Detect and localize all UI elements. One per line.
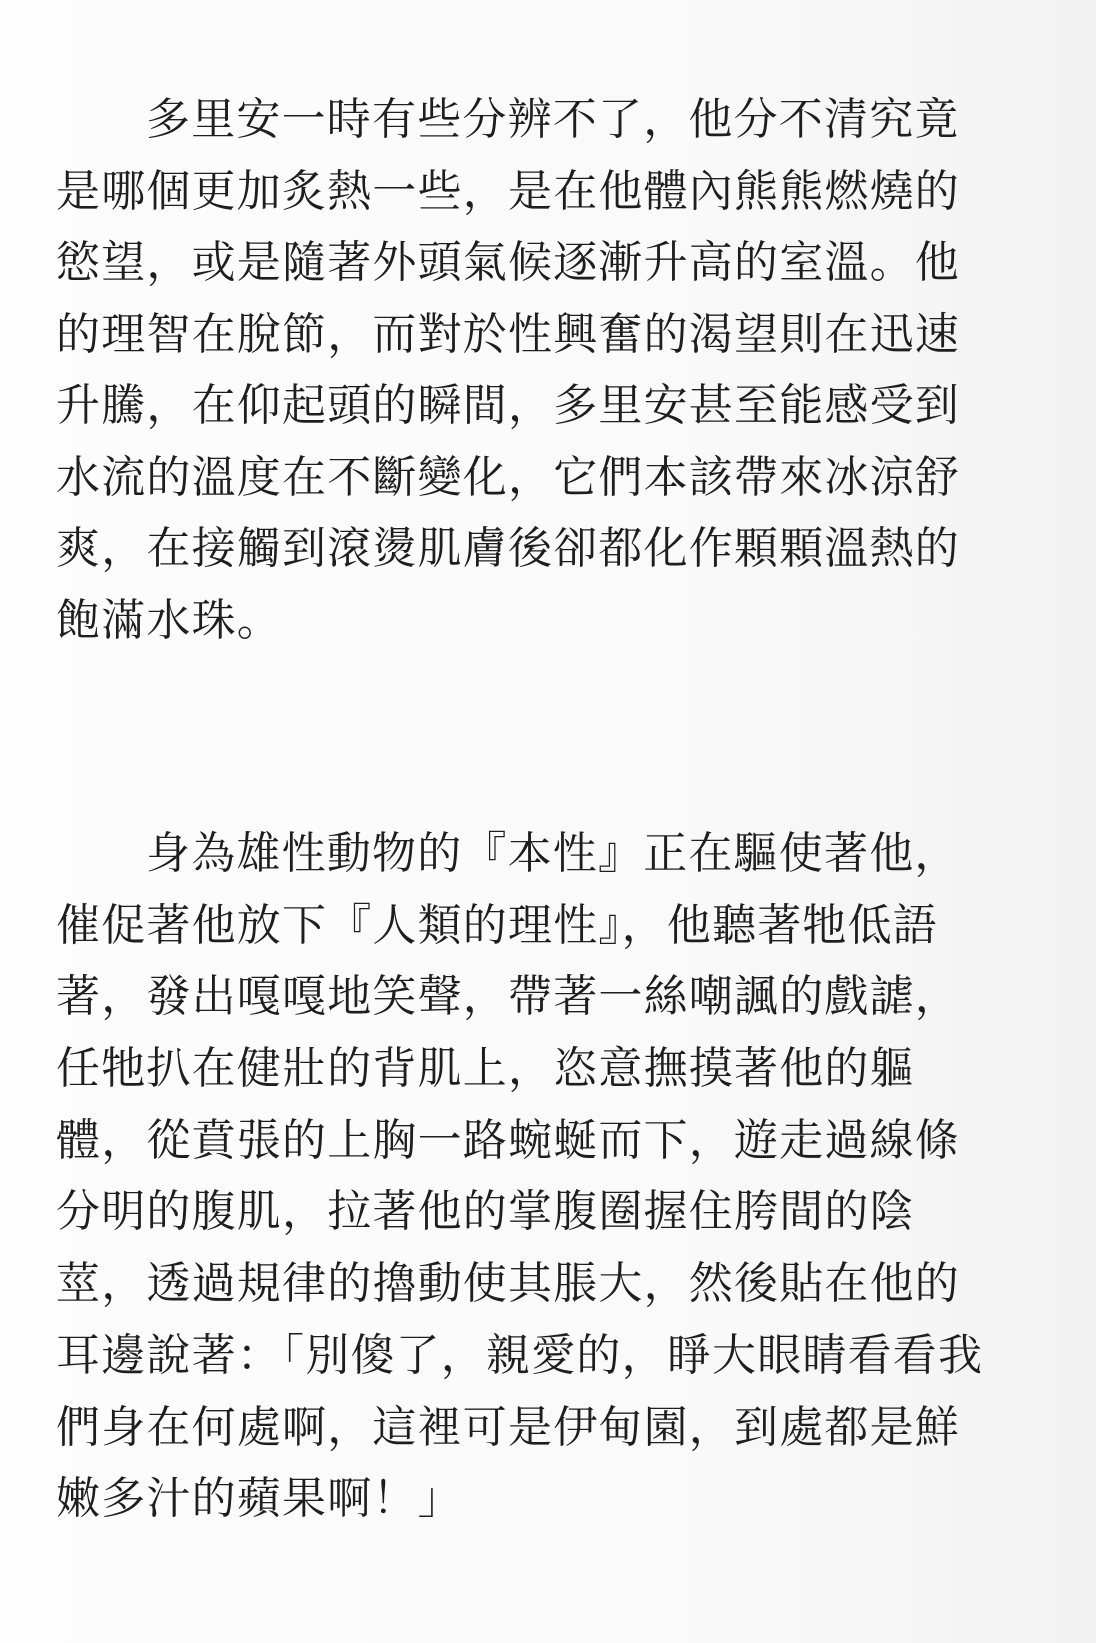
text-line: 水流的溫度在不斷變化，它們本該帶來冰涼舒 — [56, 451, 960, 503]
text-line: 升騰，在仰起頭的瞬間，多里安甚至能感受到 — [56, 380, 960, 431]
text-line: 多里安一時有些分辨不了，他分不清究竟 — [146, 94, 960, 145]
text-line: 分明的腹肌，拉著他的掌腹圈握住胯間的陰 — [56, 1186, 915, 1238]
text-line: 是哪個更加炙熱一些，是在他體內熊熊燃燒的 — [56, 165, 960, 217]
text-line: 嫩多汁的蘋果啊！」 — [56, 1473, 463, 1525]
text-line: 們身在何處啊，這裡可是伊甸園，到處都是鮮 — [56, 1401, 960, 1453]
paragraph-1 — [56, 84, 1056, 656]
text-line: 飽滿水珠。 — [56, 594, 282, 646]
text-line: 耳邊說著：「別傻了，親愛的，睜大眼睛看看我 — [56, 1329, 984, 1381]
text-line: 身為雄性動物的『本性』正在驅使著他， — [146, 828, 960, 879]
text-line: 著，發出嘎嘎地笑聲，帶著一絲嘲諷的戲謔， — [56, 971, 960, 1023]
text-line: 體，從賁張的上胸一路蜿蜒而下，遊走過線條 — [56, 1114, 960, 1166]
paragraph-2 — [56, 818, 1056, 1535]
text-line: 任牠扒在健壯的背肌上，恣意撫摸著他的軀 — [56, 1043, 915, 1095]
text-line: 爽，在接觸到滾燙肌膚後卻都化作顆顆溫熱的 — [56, 523, 960, 574]
text-line: 莖，透過規律的擼動使其脹大，然後貼在他的 — [56, 1258, 960, 1310]
text-line: 催促著他放下『人類的理性』，他聽著牠低語 — [56, 899, 938, 951]
text-line: 的理智在脫節，而對於性興奮的渴望則在迅速 — [56, 308, 960, 360]
text-line: 慾望，或是隨著外頭氣候逐漸升高的室溫。他 — [56, 237, 960, 288]
